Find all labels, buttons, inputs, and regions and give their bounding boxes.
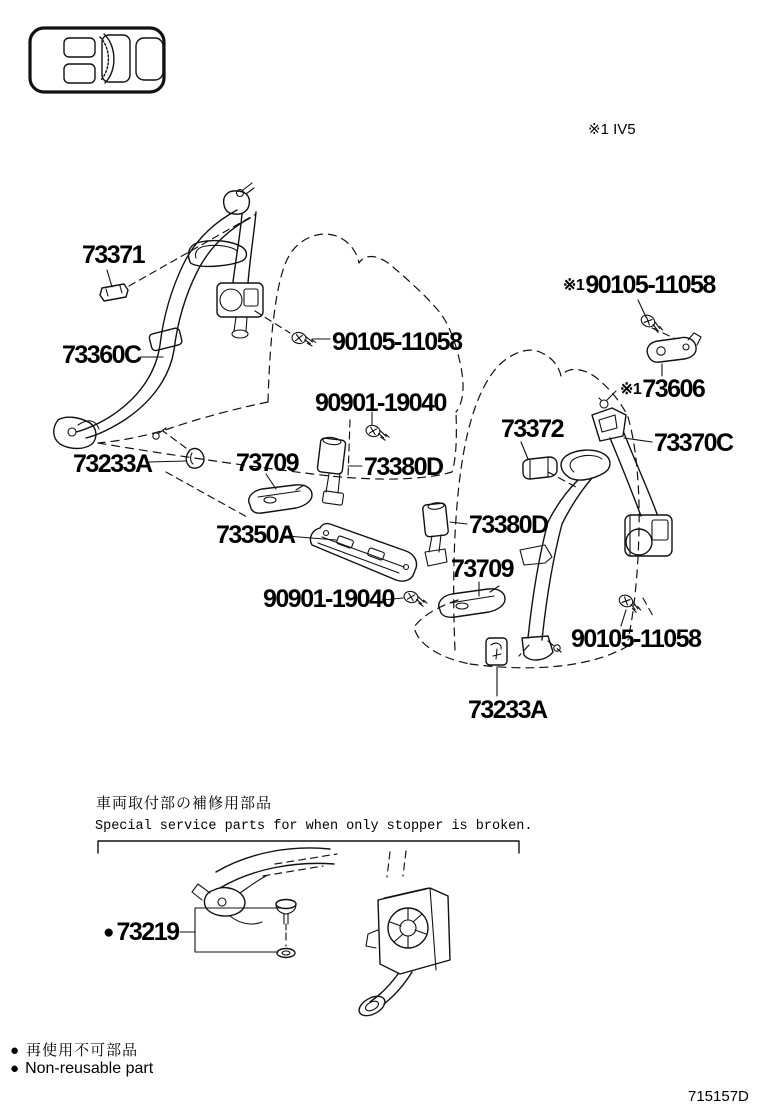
callout-73709-b: 73709 (451, 555, 514, 583)
footnote-prefix: ※1 (620, 381, 642, 398)
footnote-marker: ※1 IV5 (588, 121, 636, 138)
footnote-prefix: ※1 (563, 277, 585, 294)
buckle-73380D-front-drawing (317, 436, 346, 505)
non-reusable-bullet-icon: ● (103, 922, 115, 943)
callout-73380D-a: 73380D (364, 453, 443, 481)
special-section-title-en: Special service parts for when only stopper is broken. (95, 819, 533, 834)
seat-outline-right (414, 350, 642, 668)
special-section-title-jp: 車両取付部の補修用部品 (96, 795, 273, 812)
legend-en: ● Non-reusable part (10, 1060, 154, 1077)
callout-73380D-b: 73380D (469, 511, 548, 539)
callout-73360C: 73360C (62, 341, 141, 369)
bracket-73606-drawing (647, 333, 701, 362)
callout-73219: ●73219 (103, 918, 179, 946)
callout-73233A-a: 73233A (73, 450, 152, 478)
non-reusable-bullet-icon: ● (10, 1042, 21, 1059)
rail-73350A-drawing (310, 524, 416, 582)
anchor-plate-73709-front-drawing (249, 485, 312, 513)
cover-73233A-rear-drawing (486, 638, 507, 665)
callout-73233A-b: 73233A (468, 696, 547, 724)
callout-90105-11058-b: 90105-11058 (571, 625, 701, 653)
callout-73372: 73372 (501, 415, 564, 443)
left-seatbelt-assembly-drawing (54, 183, 263, 449)
callout-73370C: 73370C (654, 429, 733, 457)
callout-73371: 73371 (82, 241, 145, 269)
non-reusable-bullet-icon: ● (10, 1060, 20, 1077)
callout-90105-11058-a: 90105-11058 (332, 328, 462, 356)
callout-90901-19040-a: 90901-19040 (315, 389, 446, 417)
figure-code: 715157D (688, 1088, 749, 1105)
anchor-plate-73709-rear-drawing (439, 586, 505, 617)
callout-90901-19040-b: 90901-19040 (263, 585, 394, 613)
callout-73709-a: 73709 (236, 449, 299, 477)
callout-73606: ※173606 (620, 375, 705, 403)
clip-73372-drawing (523, 457, 557, 479)
callout-90105-11058-note: ※190105-11058 (563, 271, 715, 299)
legend-jp: ● 再使用不可部品 (10, 1042, 139, 1059)
clip-73371-drawing (100, 284, 128, 301)
callout-73350A: 73350A (216, 521, 295, 549)
buckle-73380D-rear-drawing (422, 502, 448, 566)
car-top-view-seatbelt-icon (30, 28, 164, 92)
